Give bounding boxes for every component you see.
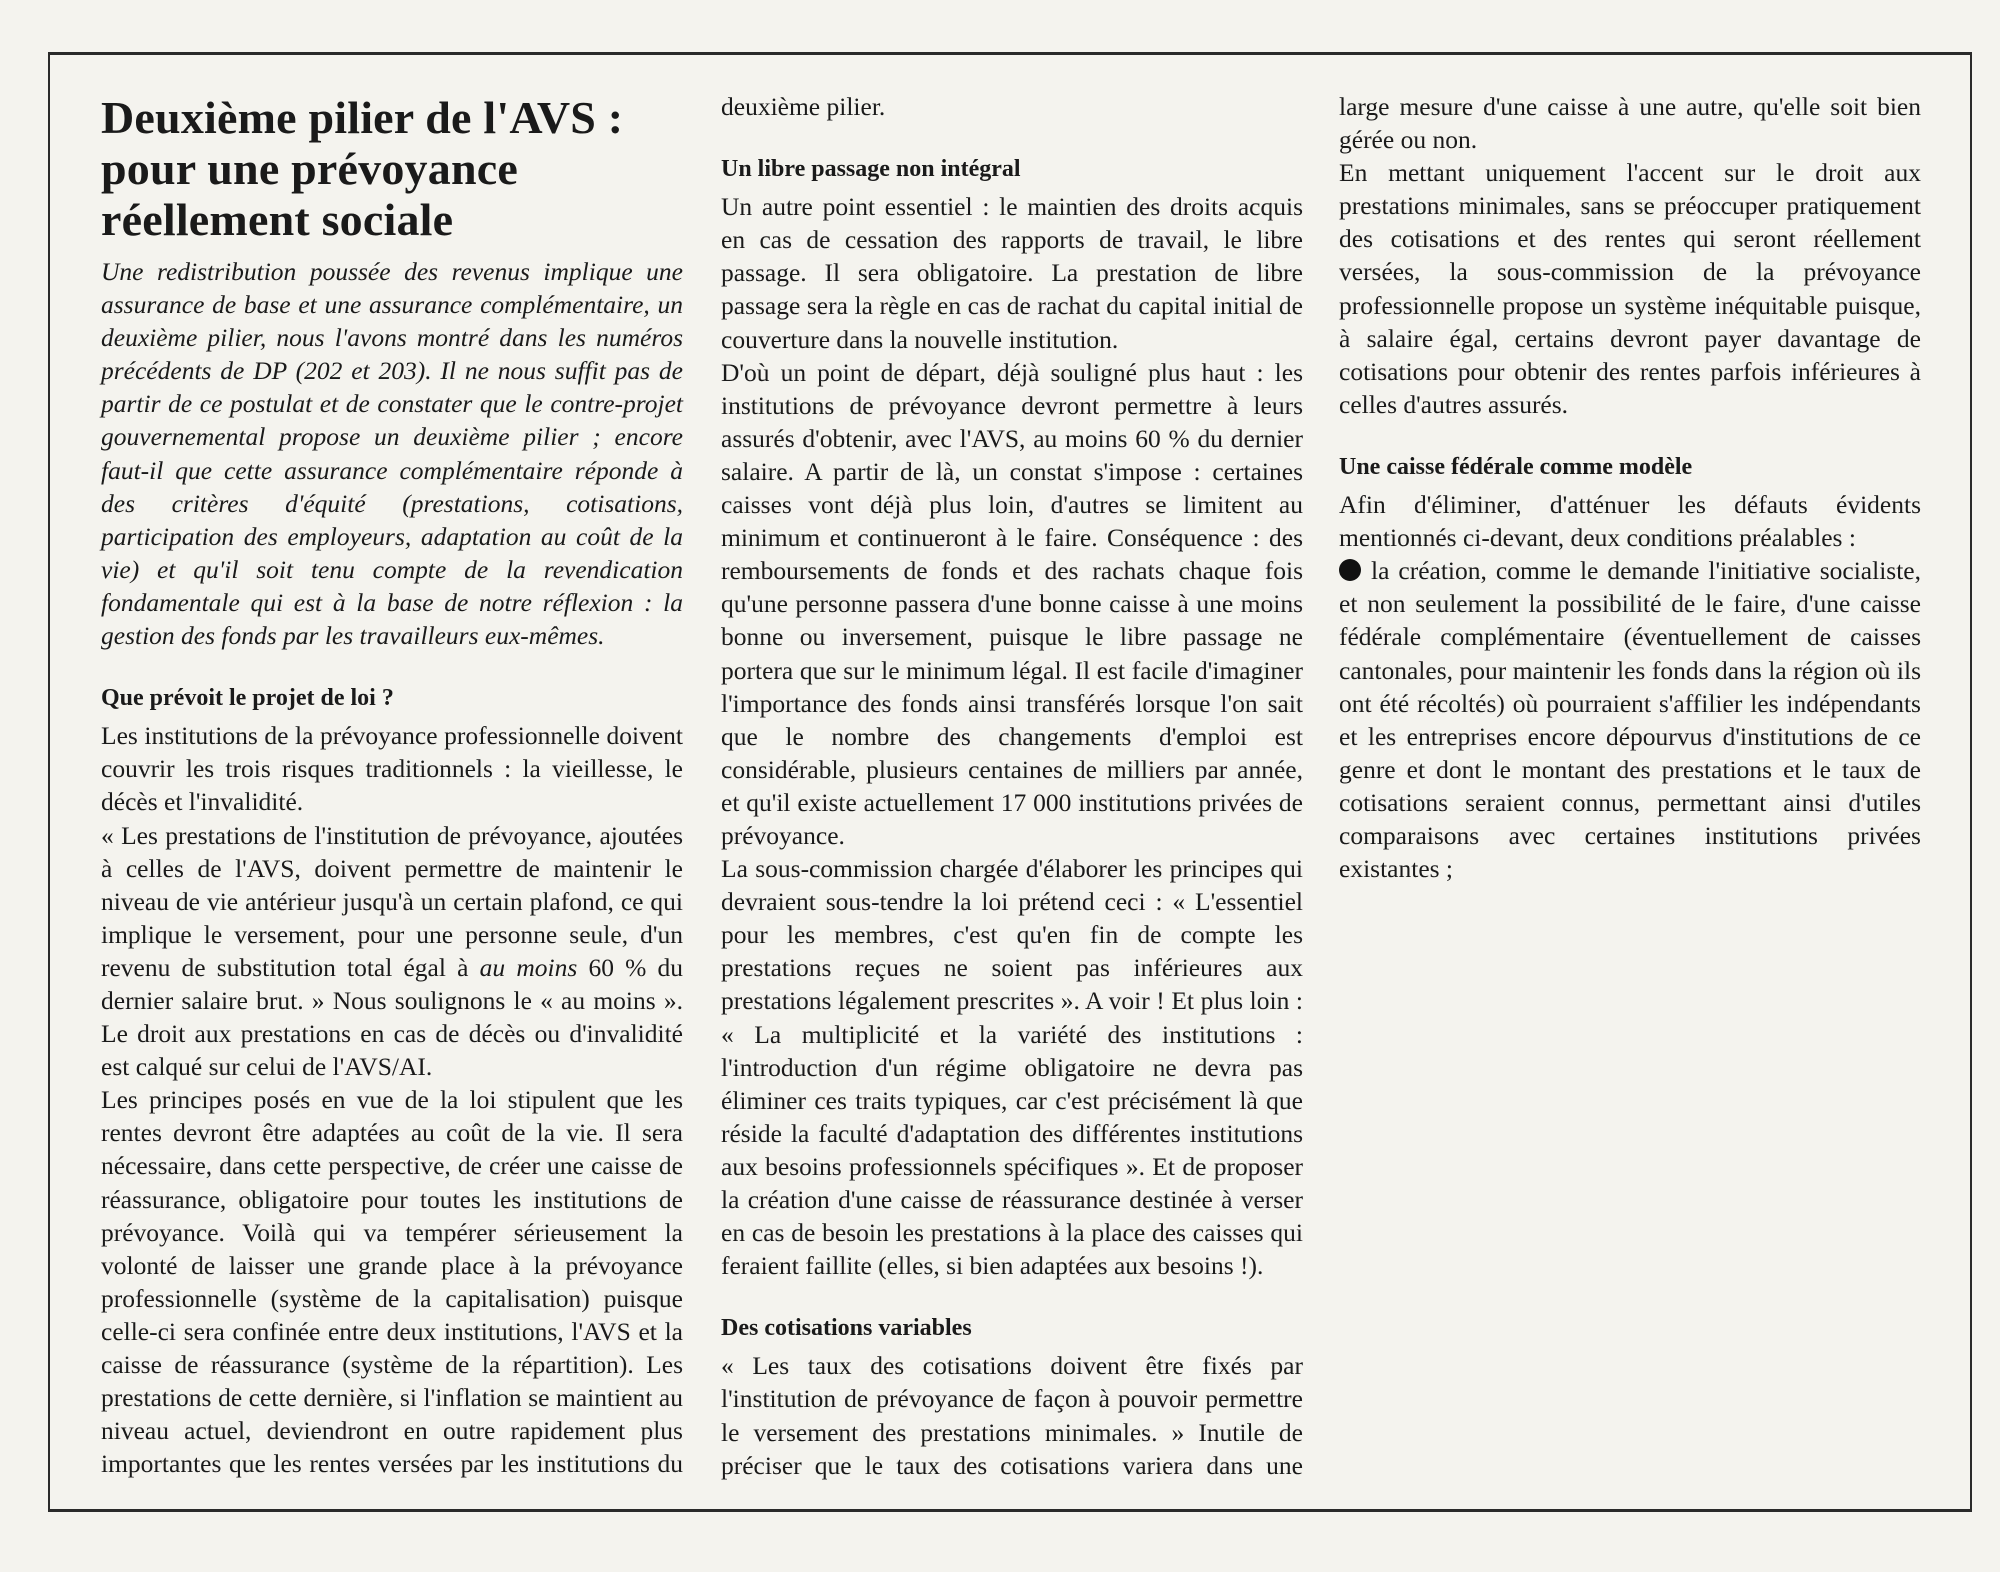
paragraph: Un autre point essentiel : le maintien des droits acquis en cas de cessation des rapports de travail, le libre passage. Il sera obligatoire. La prestation de libre passage sera la règle en cas de rachat du capital initial de couverture dans la nouvelle institution. [721, 192, 1303, 354]
section-heading-caisse-federale: Une caisse fédérale comme modèle [1339, 453, 1693, 480]
bullet-icon [1339, 559, 1361, 581]
text-run: « Les prestations de l'institution de prévoyance, ajoutées à celles de l'AVS, doivent permettre de maintenir le niveau de vie antérieur jusqu'à un certain plafond, ce qui implique le versement, pour une personne seule, d'un revenu de substitution total égal à [101, 820, 683, 982]
text-run: 60 % du dernier salaire brut. » Nous soulignons le « au moins ». Le droit aux prestations en cas de décès ou d'invalidité est calqué sur celui de l'AVS/AI. [101, 952, 684, 1082]
paragraph: Afin d'éliminer, d'atténuer les défauts évidents mentionnés ci-devant, deux conditions préalables : [1339, 490, 1921, 553]
paragraph: La sous-commission chargée d'élaborer les principes qui devraient sous-tendre la loi prétend ceci : « L'essentiel pour les membres, c'est qu'en fin de compte les prestations reçues ne soient pas inférieures aux prestations légalement prescrites ». A voir ! Et plus loin : « La multiplicité et la variété des institutions : l'introduction d'un régime obligatoire ne devra pas éliminer ces traits typiques, car c'est précisément là que réside la faculté d'adaptation des différentes institutions aux besoins professionnels spécifiques ». Et de proposer la création d'une caisse de réassurance destinée à verser en cas de besoin les prestations à la place des caisses qui feraient faillite (elles, si bien adaptées aux besoins !). [721, 854, 1303, 1281]
section-heading-projet-de-loi: Que prévoit le projet de loi ? [101, 685, 394, 712]
section-heading-cotisations: Des cotisations variables [721, 1315, 972, 1342]
section-heading-libre-passage: Un libre passage non intégral [721, 156, 1021, 183]
column-2 [721, 90, 1303, 1482]
paragraph-quote [101, 819, 683, 1084]
paragraph: deuxième pilier. [721, 92, 886, 121]
paragraph: En mettant uniquement l'accent sur le droit aux prestations minimales, sans se préoccuper pratiquement des cotisations et des rentes qui seront réellement versées, la sous-commission de la prévoyance professionnelle propose un système inéquitable puisque, à salaire égal, certains devront payer davantage de cotisations pour obtenir des rentes parfois inférieures à celles d'autres assurés. [1339, 158, 1921, 419]
column-1 [101, 92, 683, 1480]
bullet-item [1339, 554, 1921, 885]
paragraph: Les institutions de la prévoyance professionnelle doivent couvrir les trois risques traditionnels : la vieillesse, le décès et l'invalidité. [101, 721, 683, 817]
paragraph: « Les taux des cotisations doivent être fixés par l'institution de prévoyance de façon à pouvoir permettre le versement des prestations minimales. » Inutile de préciser que le taux des cotisations variera dans une [721, 1351, 1303, 1480]
bullet-text: la création, comme le demande l'initiative socialiste, et non seulement la possibilité de le faire, d'une caisse fédérale complémentaire (éventuellement de caisses cantonales, pour maintenir les fonds dans la région où ils ont été récoltés) où pourraient s'affilier les indépendants et les entreprises encore dépourvus d'institutions de ce genre et dont le montant des prestations et le taux de cotisations seraient connus, permettant ainsi d'utiles comparaisons avec certaines institutions privées existantes ; [1339, 556, 1921, 884]
emphasis: au moins [479, 952, 578, 982]
intro-paragraph: Une redistribution poussée des revenus implique une assurance de base et une assurance complémentaire, un deuxième pilier, nous l'avons montré dans les numéros précédents de DP (202 et 203). Il ne nous suffit pas de partir de ce postulat et de constater que le contre-projet gouvernemental propose un deuxième pilier ; encore faut-il que cette assurance complémentaire réponde à des critères d'équité (prestations, cotisations, participation des employeurs, adaptation au coût de la vie) et qu'il soit tenu compte de la revendication fondamentale qui est à la base de notre réflexion : la gestion des fonds par les travailleurs eux-mêmes. [101, 257, 683, 651]
column-3 [1339, 90, 1921, 885]
paragraph: D'où un point de départ, déjà souligné plus haut : les institutions de prévoyance devront permettre à leurs assurés d'obtenir, avec l'AVS, au moins 60 % du dernier salaire. A partir de là, un constat s'impose : certaines caisses vont déjà plus loin, d'autres se limitent au minimum et continueront à le faire. Conséquence : des remboursements de fonds et des rachats chaque fois qu'une personne passera d'une bonne caisse à une moins bonne ou inversement, puisque le libre passage ne portera que sur le minimum légal. Il est facile d'imaginer l'importance des fonds ainsi transférés lorsque l'on sait que le nombre des changements d'emploi est considérable, plusieurs centaines de milliers par année, et qu'il existe actuellement 17 000 institutions privées de prévoyance. [721, 357, 1303, 850]
headline: Deuxième pilier de l'AVS : pour une prévoyance réellement sociale [101, 92, 624, 245]
paragraph: Les principes posés en vue de la loi stipulent que les rentes devront être adaptées au coût de la vie. Il sera nécessaire, dans cette perspective, de créer une caisse de réassurance, obligatoire pour toutes les institutions de prévoyance. Voilà qui va tempérer sérieusement la volonté de laisser une grande place à la prévoyance professionnelle (système de la capitalisation) puisque celle-ci sera confinée entre deux institutions, l'AVS et la caisse de réassurance (système de la répartition). Les prestations de cette dernière, si l'inflation se maintient au niveau actuel, deviendront en outre rapidement plus importantes que les rentes versées par les institutions du [101, 1085, 683, 1479]
paragraph: large mesure d'une caisse à une autre, qu'elle soit bien gérée ou non. [1339, 92, 1921, 155]
